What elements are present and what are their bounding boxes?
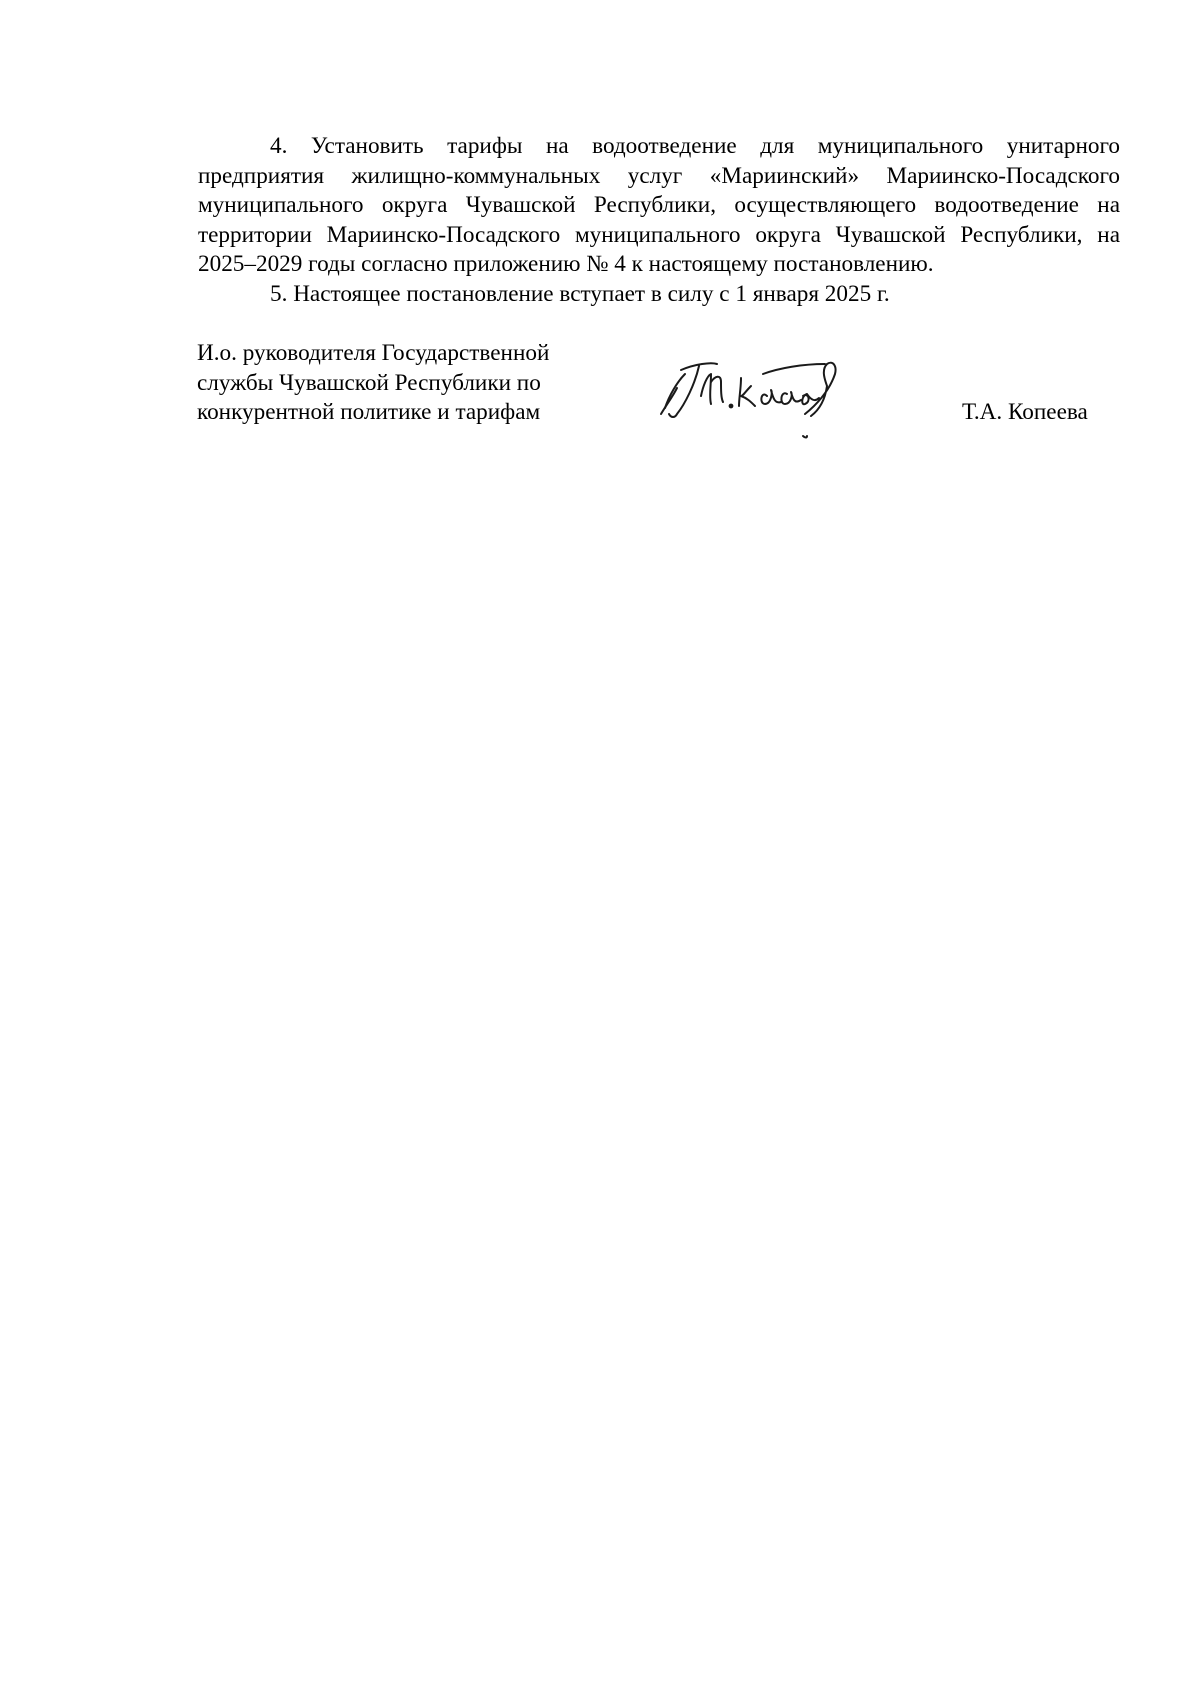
handwritten-signature-icon	[655, 352, 855, 444]
signer-name: Т.А. Копеева	[962, 399, 1088, 425]
paragraph-item-4: 4. Установить тарифы на водоотведение для муниципального унитарного предприятия жилищно-коммунальных услуг «Мариинский» Мариинско-Посадского муниципального округа Чувашской Республики, осуществляющего водоотведение на территории Мариинско-Посадского муниципального округа Чувашской Республики, на 2025–2029 годы согласно приложению № 4 к настоящему постановлению.	[198, 133, 1120, 277]
position-line: службы Чувашской Республики по	[197, 369, 541, 396]
paragraph-item-5: 5. Настоящее постановление вступает в силу с 1 января 2025 г.	[270, 280, 890, 307]
document-body	[198, 132, 1120, 309]
signatory-position	[197, 339, 647, 428]
position-line: И.о. руководителя Государственной	[197, 340, 550, 366]
position-line: конкурентной политике и тарифам	[197, 399, 541, 425]
